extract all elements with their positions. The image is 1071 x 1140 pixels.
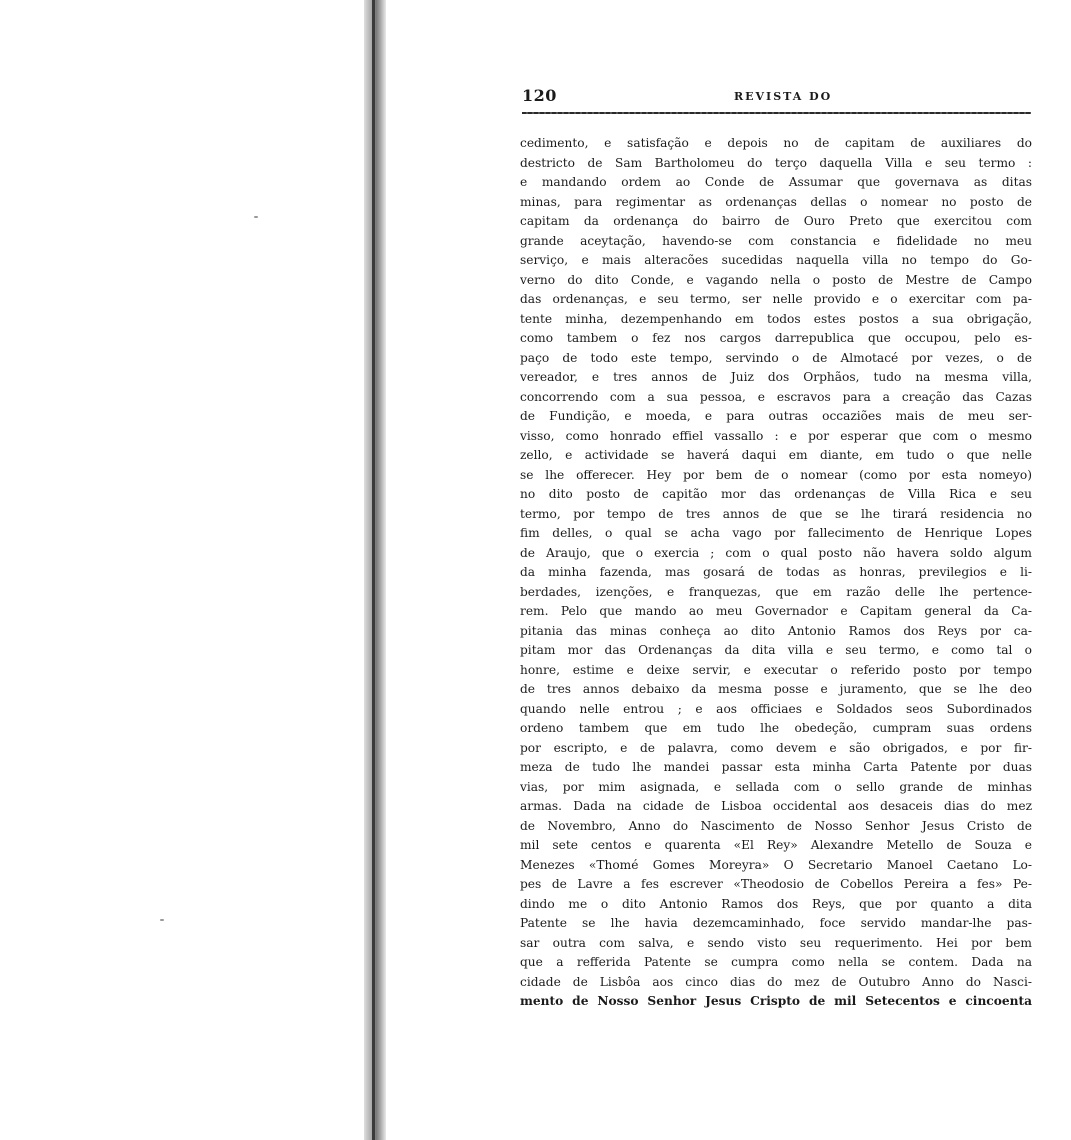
text-line: no dito posto de capitão mor das ordenanças de Villa Rica e seu bbox=[520, 487, 1032, 501]
text-line: destricto de Sam Bartholomeu do terço daquella Villa e seu termo : bbox=[520, 155, 1032, 170]
text-line: verno do dito Conde, e vagando nella o posto de Mestre de Campo bbox=[520, 272, 1032, 287]
text-line: vereador, e tres annos de Juiz dos Orphãos, tudo na mesma villa, bbox=[520, 370, 1032, 384]
text-line: rem. Pelo que mando ao meu Governador e Capitam general da Ca- bbox=[520, 604, 1032, 618]
text-line: da minha fazenda, mas gosará de todas as honras, previlegios e li- bbox=[520, 565, 1032, 579]
running-head: REVISTA DO bbox=[734, 90, 833, 103]
text-line: e mandando ordem ao Conde de Assumar que governava as ditas bbox=[520, 175, 1032, 189]
header-rule bbox=[522, 112, 1031, 114]
text-line: pitania das minas conheça ao dito Antonio Ramos dos Reys por ca- bbox=[520, 623, 1032, 638]
text-line: Menezes «Thomé Gomes Moreyra» O Secretario Manoel Caetano Lo- bbox=[520, 857, 1032, 872]
text-line: pes de Lavre a fes escrever «Theodosio de Cobellos Pereira a fes» Pe- bbox=[520, 877, 1032, 891]
text-line: como tambem o fez nos cargos darrepublica que occupou, pelo es- bbox=[520, 331, 1032, 345]
text-line: meza de tudo lhe mandei passar esta minha Carta Patente por duas bbox=[520, 760, 1032, 774]
text-line: mil sete centos e quarenta «El Rey» Alexandre Metello de Souza e bbox=[520, 838, 1032, 852]
book-gutter bbox=[364, 0, 386, 1140]
text-line: quando nelle entrou ; e aos officiaes e Soldados seos Subordinados bbox=[520, 701, 1032, 716]
text-line: serviço, e mais alteracões sucedidas naquella villa no tempo do Go- bbox=[520, 253, 1032, 267]
scan-speck bbox=[160, 919, 164, 921]
text-line: capitam da ordenança do bairro de Ouro Preto que exercitou com bbox=[520, 214, 1032, 228]
text-line: paço de todo este tempo, servindo o de Almotacé por vezes, o de bbox=[520, 350, 1032, 365]
text-line: mento de Nosso Senhor Jesus Crispto de mil Setecentos e cincoenta bbox=[520, 994, 1032, 1008]
text-line: fim delles, o qual se acha vago por fallecimento de Henrique Lopes bbox=[520, 526, 1032, 540]
text-line: cidade de Lisbôa aos cinco dias do mez de Outubro Anno do Nasci- bbox=[520, 974, 1032, 989]
text-line: de tres annos debaixo da mesma posse e juramento, que se lhe deo bbox=[520, 682, 1032, 696]
text-line: das ordenanças, e seu termo, ser nelle provido e o exercitar com pa- bbox=[520, 292, 1032, 306]
text-line: honre, estime e deixe servir, e executar o referido posto por tempo bbox=[520, 662, 1032, 677]
text-line: termo, por tempo de tres annos de que se lhe tirará residencia no bbox=[520, 506, 1032, 521]
page-header bbox=[522, 84, 1031, 114]
text-line: dindo me o dito Antonio Ramos dos Reys, que por quanto a dita bbox=[520, 896, 1032, 911]
text-line: berdades, izenções, e franquezas, que em razão delle lhe pertence- bbox=[520, 584, 1032, 599]
scan-speck bbox=[254, 216, 258, 218]
text-line: grande aceytação, havendo-se com constancia e fidelidade no meu bbox=[520, 233, 1032, 248]
body-text bbox=[520, 134, 1032, 1012]
text-line: pitam mor das Ordenanças da dita villa e seu termo, e como tal o bbox=[520, 643, 1032, 657]
gutter-shadow-line bbox=[372, 0, 375, 1140]
text-line: zello, e actividade se haverá daqui em diante, em tudo o que nelle bbox=[520, 448, 1032, 462]
text-line: tente minha, dezempenhando em todos estes postos a sua obrigação, bbox=[520, 311, 1032, 326]
text-line: Patente se lhe havia dezemcaminhado, foce servido mandar-lhe pas- bbox=[520, 916, 1032, 930]
text-line: ordeno tambem que em tudo lhe obedeção, cumpram suas ordens bbox=[520, 721, 1032, 735]
text-line: de Araujo, que o exercia ; com o qual posto não havera soldo algum bbox=[520, 545, 1032, 560]
text-line: de Novembro, Anno do Nascimento de Nosso Senhor Jesus Cristo de bbox=[520, 818, 1032, 833]
text-line: de Fundição, e moeda, e para outras occaziões mais de meu ser- bbox=[520, 409, 1032, 423]
text-line: visso, como honrado effiel vassallo : e por esperar que com o mesmo bbox=[520, 428, 1032, 443]
text-line: armas. Dada na cidade de Lisboa occidental aos desaceis dias do mez bbox=[520, 799, 1032, 813]
text-line: se lhe offerecer. Hey por bem de o nomear (como por esta nomeyo) bbox=[520, 467, 1032, 482]
text-line: sar outra com salva, e sendo visto seu requerimento. Hei por bem bbox=[520, 935, 1032, 950]
page-number: 120 bbox=[522, 86, 557, 105]
text-line: por escripto, e de palavra, como devem e são obrigados, e por fir- bbox=[520, 740, 1032, 755]
text-line: minas, para regimentar as ordenanças dellas o nomear no posto de bbox=[520, 194, 1032, 209]
text-line: vias, por mim asignada, e sellada com o sello grande de minhas bbox=[520, 779, 1032, 794]
text-line: que a refferida Patente se cumpra como nella se contem. Dada na bbox=[520, 955, 1032, 969]
text-line: cedimento, e satisfação e depois no de capitam de auxiliares do bbox=[520, 136, 1032, 150]
text-line: concorrendo com a sua pessoa, e escravos para a creação das Cazas bbox=[520, 389, 1032, 404]
